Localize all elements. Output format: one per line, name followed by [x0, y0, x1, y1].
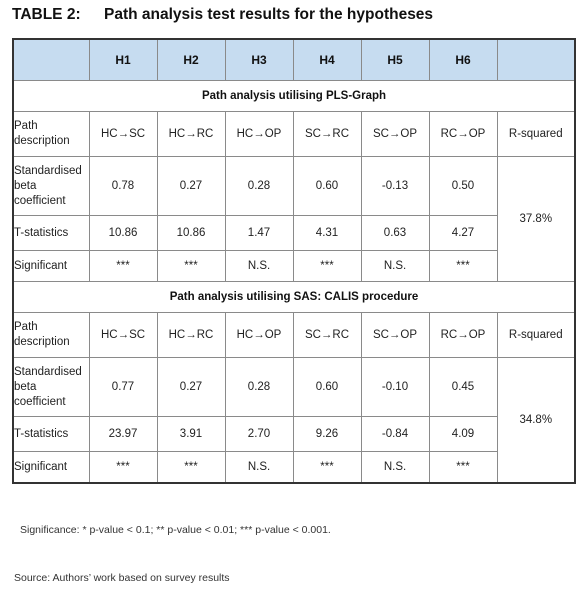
significance-note: Significance: * p-value < 0.1; ** p-value < 0.01; *** p-value < 0.001.: [20, 524, 331, 536]
sig-cell: N.S.: [225, 452, 293, 484]
table-row: [13, 112, 575, 157]
row-label: Standardised beta coefficient: [13, 358, 89, 417]
header-empty: [13, 39, 89, 81]
header-h1: H1: [89, 39, 157, 81]
row-label: Path description: [13, 313, 89, 358]
beta-cell: 0.78: [89, 157, 157, 216]
row-label: T-statistics: [13, 216, 89, 251]
t-cell: 1.47: [225, 216, 293, 251]
beta-cell: 0.60: [293, 157, 361, 216]
sig-cell: ***: [293, 251, 361, 282]
t-cell: 4.31: [293, 216, 361, 251]
section-heading-row: [13, 282, 575, 313]
beta-cell: 0.28: [225, 157, 293, 216]
t-cell: 10.86: [157, 216, 225, 251]
source-note: Source: Authors’ work based on survey results: [14, 572, 230, 584]
path-cell: HC→OP: [225, 112, 293, 157]
path-cell: HC→RC: [157, 313, 225, 358]
t-cell: 23.97: [89, 417, 157, 452]
header-rsq: [497, 39, 575, 81]
beta-cell: 0.27: [157, 358, 225, 417]
path-cell: RC→OP: [429, 313, 497, 358]
table-row: [13, 157, 575, 216]
beta-cell: 0.77: [89, 358, 157, 417]
sig-cell: N.S.: [225, 251, 293, 282]
sig-cell: ***: [89, 251, 157, 282]
rsq-label: R-squared: [497, 313, 575, 358]
table-title-text: Path analysis test results for the hypotheses: [104, 6, 434, 23]
header-row: [13, 39, 575, 81]
t-cell: 4.27: [429, 216, 497, 251]
section-heading: Path analysis utilising PLS-Graph: [13, 81, 575, 112]
table-number: TABLE 2:: [12, 6, 81, 23]
sig-cell: ***: [293, 452, 361, 484]
table-row: [13, 313, 575, 358]
table-row: [13, 358, 575, 417]
path-cell: SC→OP: [361, 112, 429, 157]
t-cell: 10.86: [89, 216, 157, 251]
sig-cell: ***: [429, 452, 497, 484]
sig-cell: N.S.: [361, 452, 429, 484]
beta-cell: 0.28: [225, 358, 293, 417]
path-cell: SC→RC: [293, 112, 361, 157]
table-row: [13, 216, 575, 251]
path-cell: RC→OP: [429, 112, 497, 157]
path-cell: SC→OP: [361, 313, 429, 358]
row-label: Standardised beta coefficient: [13, 157, 89, 216]
table-row: [13, 452, 575, 484]
path-cell: HC→SC: [89, 313, 157, 358]
row-label: Significant: [13, 452, 89, 484]
t-cell: 3.91: [157, 417, 225, 452]
beta-cell: 0.27: [157, 157, 225, 216]
t-cell: 0.63: [361, 216, 429, 251]
rsq-value: 37.8%: [497, 157, 575, 282]
beta-cell: 0.45: [429, 358, 497, 417]
header-h3: H3: [225, 39, 293, 81]
sig-cell: ***: [89, 452, 157, 484]
header-h6: H6: [429, 39, 497, 81]
t-cell: 4.09: [429, 417, 497, 452]
section-heading: Path analysis utilising SAS: CALIS procedure: [13, 282, 575, 313]
beta-cell: 0.60: [293, 358, 361, 417]
section-heading-row: [13, 81, 575, 112]
path-cell: SC→RC: [293, 313, 361, 358]
path-cell: HC→OP: [225, 313, 293, 358]
results-table: [12, 38, 576, 484]
header-h5: H5: [361, 39, 429, 81]
sig-cell: ***: [429, 251, 497, 282]
rsq-value: 34.8%: [497, 358, 575, 484]
row-label: Path description: [13, 112, 89, 157]
row-label: Significant: [13, 251, 89, 282]
table-title: [12, 6, 433, 24]
sig-cell: ***: [157, 251, 225, 282]
t-cell: -0.84: [361, 417, 429, 452]
header-h4: H4: [293, 39, 361, 81]
beta-cell: 0.50: [429, 157, 497, 216]
t-cell: 2.70: [225, 417, 293, 452]
sig-cell: N.S.: [361, 251, 429, 282]
row-label: T-statistics: [13, 417, 89, 452]
rsq-label: R-squared: [497, 112, 575, 157]
path-cell: HC→SC: [89, 112, 157, 157]
beta-cell: -0.13: [361, 157, 429, 216]
table-row: [13, 417, 575, 452]
header-h2: H2: [157, 39, 225, 81]
path-cell: HC→RC: [157, 112, 225, 157]
sig-cell: ***: [157, 452, 225, 484]
beta-cell: -0.10: [361, 358, 429, 417]
t-cell: 9.26: [293, 417, 361, 452]
table-row: [13, 251, 575, 282]
